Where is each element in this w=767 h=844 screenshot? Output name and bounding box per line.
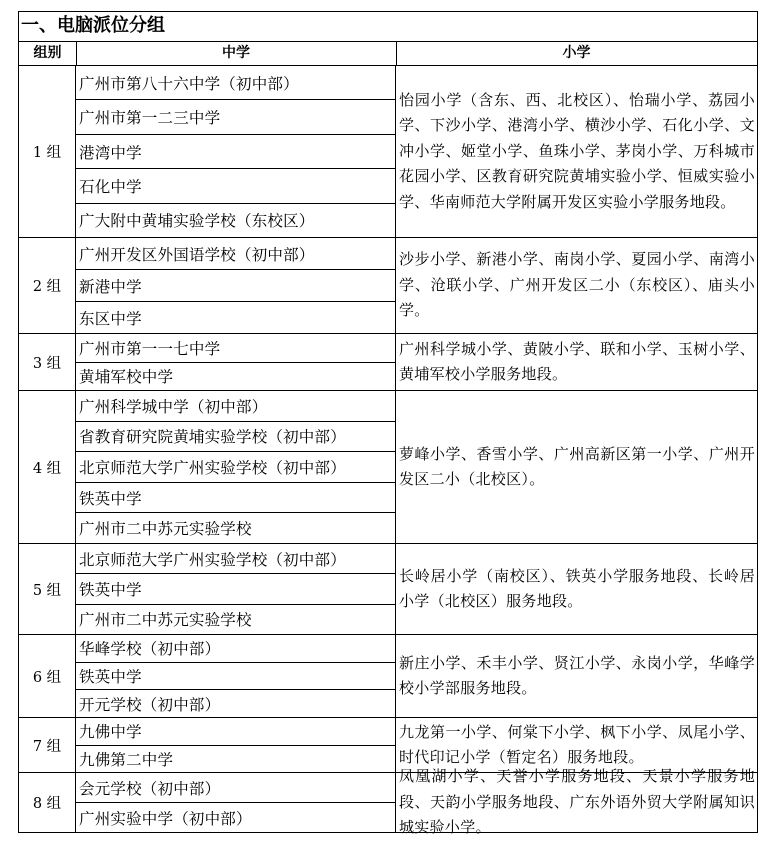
middle-school-list [76, 544, 396, 634]
middle-school-item: 黄埔军校中学 [79, 368, 174, 387]
primary-school-cell [396, 635, 757, 717]
middle-school-item: 开元学校（初中部） [79, 695, 221, 714]
primary-school-cell [396, 238, 757, 333]
header-group: 组别 [19, 42, 77, 65]
primary-school-text: 新庄小学、禾丰小学、贤江小学、永岗小学，华峰学校小学部服务地段。 [399, 653, 755, 697]
middle-school-item: 广州市二中苏元实验学校 [79, 611, 252, 630]
primary-school-cell [396, 66, 757, 237]
middle-school-list [76, 238, 396, 333]
group-row [19, 238, 757, 334]
group-label: 6 组 [19, 635, 76, 717]
middle-school-item: 华峰学校（初中部） [76, 635, 395, 663]
middle-school-item: 铁英中学 [76, 483, 395, 514]
allocation-table [18, 11, 758, 837]
primary-school-text: 长岭居小学（南校区）、铁英小学服务地段、长岭居小学（北校区）服务地段。 [399, 566, 755, 610]
middle-school-item: 铁英中学 [76, 574, 395, 604]
group-row [19, 767, 757, 837]
header-middle-school: 中学 [76, 42, 397, 65]
primary-school-cell [396, 391, 757, 543]
group-label: 8 组 [19, 773, 76, 832]
primary-school-cell [396, 767, 757, 837]
middle-school-item: 九佛中学 [76, 718, 395, 746]
middle-school-item: 广州市二中苏元实验学校 [79, 520, 252, 539]
middle-school-item: 广州市第一一七中学 [76, 334, 395, 363]
middle-school-list [76, 773, 396, 832]
middle-school-item: 广州市第八十六中学（初中部） [76, 66, 395, 100]
group-row [19, 391, 757, 544]
table-header [19, 42, 757, 66]
middle-school-item: 广大附中黄埔实验学校（东校区） [79, 212, 315, 231]
middle-school-item: 北京师范大学广州实验学校（初中部） [76, 544, 395, 574]
primary-school-text: 凤凰湖小学、天誉小学服务地段、天景小学服务地段、天韵小学服务地段、广东外语外贸大学附属知识城实验小学。 [399, 767, 755, 837]
group-row [19, 544, 757, 635]
group-label: 1 组 [19, 66, 76, 237]
middle-school-list [76, 718, 396, 772]
section-title: 一、电脑派位分组 [19, 12, 757, 42]
primary-school-text: 广州科学城小学、黄陂小学、联和小学、玉树小学、黄埔军校小学服务地段。 [399, 339, 755, 383]
primary-school-cell [396, 544, 757, 634]
primary-school-text: 萝峰小学、香雪小学、广州高新区第一小学、广州开发区二小（北校区）。 [399, 444, 755, 488]
middle-school-item: 港湾中学 [76, 135, 395, 169]
group-label: 2 组 [19, 238, 76, 333]
group-label: 4 组 [19, 391, 76, 543]
primary-school-text: 九龙第一小学、何棠下小学、枫下小学、凤尾小学、时代印记小学（暂定名）服务地段。 [399, 722, 755, 766]
middle-school-item: 东区中学 [79, 309, 142, 328]
middle-school-item: 九佛第二中学 [79, 750, 174, 769]
middle-school-item: 广州实验中学（初中部） [79, 809, 252, 828]
group-row [19, 66, 757, 238]
header-primary-school: 小学 [562, 45, 591, 61]
group-label: 7 组 [19, 718, 76, 772]
middle-school-list [76, 635, 396, 717]
group-label: 3 组 [19, 334, 76, 390]
middle-school-item: 广州科学城中学（初中部） [76, 391, 395, 422]
middle-school-item: 铁英中学 [76, 663, 395, 691]
middle-school-list [76, 66, 396, 237]
primary-school-text: 怡园小学（含东、西、北校区）、怡瑞小学、荔园小学、下沙小学、港湾小学、横沙小学、石化小学、文冲小学、姬堂小学、鱼珠小学、茅岗小学、万科城市花园小学、区教育研究院黄埔实验小学、恒威实验小学、华南师范大学附属开发区实验小学服务地段。 [399, 90, 755, 211]
primary-school-text: 沙步小学、新港小学、南岗小学、夏园小学、南湾小学、沧联小学、广州开发区二小（东校区）、庙头小学。 [399, 250, 755, 320]
middle-school-item: 广州开发区外国语学校（初中部） [76, 238, 395, 270]
middle-school-item: 北京师范大学广州实验学校（初中部） [76, 452, 395, 483]
middle-school-list [76, 391, 396, 543]
group-row [19, 635, 757, 718]
middle-school-item: 会元学校（初中部） [76, 773, 395, 803]
middle-school-list [76, 334, 396, 390]
group-row [19, 334, 757, 391]
primary-school-cell [396, 334, 757, 390]
middle-school-item: 省教育研究院黄埔实验学校（初中部） [76, 422, 395, 453]
middle-school-item: 广州市第一二三中学 [76, 100, 395, 134]
group-label: 5 组 [19, 544, 76, 634]
middle-school-item: 新港中学 [76, 270, 395, 302]
middle-school-item: 石化中学 [76, 169, 395, 203]
